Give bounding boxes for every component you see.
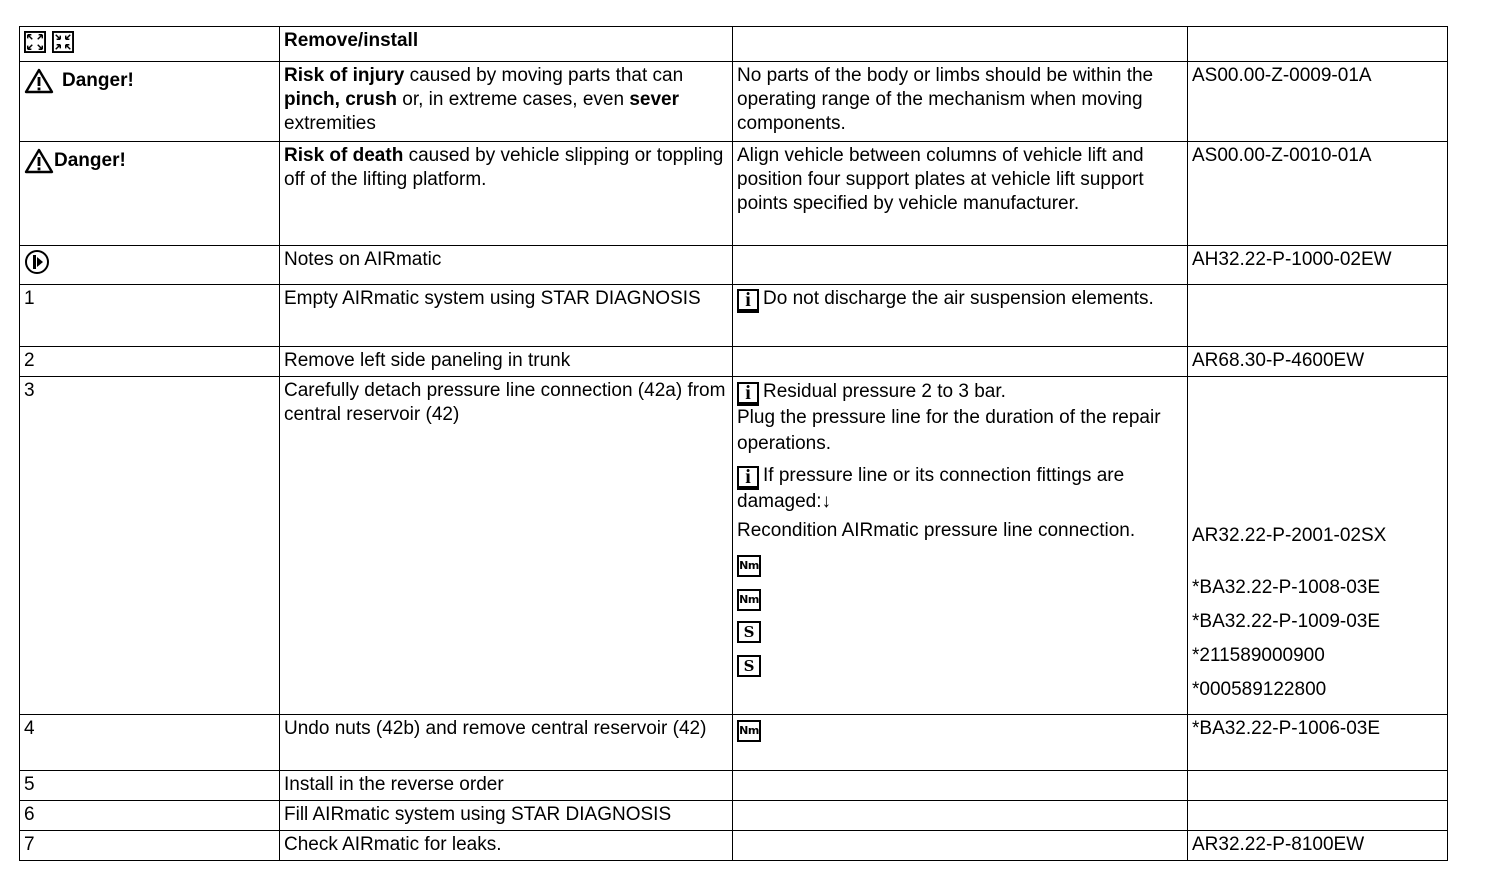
step-text: Undo nuts (42b) and remove central reservoir (42) (280, 715, 733, 771)
reference-link[interactable]: *211589000900 (1192, 645, 1325, 666)
reference-link[interactable]: AR32.22-P-2001-02SX (1192, 525, 1387, 546)
risk-text: Risk of death caused by vehicle slipping or toppling off of the lifting platform. (280, 142, 733, 246)
info-icon: i (737, 466, 759, 488)
special-tool-icon[interactable]: S (737, 655, 761, 677)
collapse-icon (52, 31, 74, 53)
step-number: 1 (20, 285, 280, 347)
step-text: Remove left side paneling in trunk (280, 347, 733, 377)
reference-link[interactable]: AR68.30-P-4600EW (1188, 347, 1448, 377)
torque-icon[interactable]: Nm (737, 720, 761, 742)
reference-link[interactable]: *BA32.22-P-1008-03E (1192, 577, 1381, 598)
step-text: Fill AIRmatic system using STAR DIAGNOSIS (280, 801, 733, 831)
table-row: 3 Carefully detach pressure line connection (42a) from central reservoir (42) i Residual pressure 2 to 3 bar. Plug the pressure line for the duration of the repair operations. i If pressure line or its connection fittings are damaged:↓ Recondition AIRmatic pressure line connection. Nm Nm S S AR32.22-P-2001-02SX *BA32.22-P-1008-03E *BA32.22-P-1009-03E *211589000900 *000589122800 (20, 377, 1448, 715)
step-number: 4 (20, 715, 280, 771)
torque-icon[interactable]: Nm (737, 555, 761, 577)
step-number: 5 (20, 771, 280, 801)
reference-link[interactable]: AR32.22-P-8100EW (1188, 831, 1448, 861)
table-row (20, 142, 1448, 246)
notes-icon (24, 249, 50, 275)
torque-icon[interactable]: Nm (737, 589, 761, 611)
step-text: Carefully detach pressure line connection (42a) from central reservoir (42) (280, 377, 733, 715)
measure-text: Align vehicle between columns of vehicle lift and position four support plates at vehicle lift support points specified by vehicle manufacturer. (733, 142, 1188, 246)
table-row (20, 715, 1448, 771)
info-icon: i (737, 382, 759, 404)
step-text: Check AIRmatic for leaks. (280, 831, 733, 861)
measure-text: No parts of the body or limbs should be within the operating range of the mechanism when moving components. (733, 62, 1188, 142)
step-text: Empty AIRmatic system using STAR DIAGNOSIS (280, 285, 733, 347)
table-row: 1 Empty AIRmatic system using STAR DIAGNOSIS i Do not discharge the air suspension elements. (20, 285, 1448, 347)
reference-link[interactable]: AS00.00-Z-0010-01A (1188, 142, 1448, 246)
table-row (20, 347, 1448, 377)
reference-link[interactable]: *000589122800 (1192, 679, 1327, 700)
reference-link[interactable]: *BA32.22-P-1006-03E (1188, 715, 1448, 771)
table-row (20, 831, 1448, 861)
table-row (20, 801, 1448, 831)
step-number: 3 (20, 377, 280, 715)
procedure-table (19, 26, 1448, 861)
danger-label: Danger! (24, 148, 126, 174)
reference-link[interactable]: AH32.22-P-1000-02EW (1188, 246, 1448, 285)
step-number: 6 (20, 801, 280, 831)
header-title: Remove/install (284, 30, 419, 51)
expand-icon (24, 31, 46, 53)
step-number: 2 (20, 347, 280, 377)
reference-link[interactable]: AS00.00-Z-0009-01A (1188, 62, 1448, 142)
warning-icon (24, 148, 54, 174)
reference-link[interactable]: *BA32.22-P-1009-03E (1192, 611, 1381, 632)
warning-icon (24, 68, 54, 94)
info-icon: i (737, 289, 759, 311)
step-text: Install in the reverse order (280, 771, 733, 801)
table-row (20, 27, 1448, 62)
table-row (20, 62, 1448, 142)
danger-label: Danger! (24, 68, 134, 94)
risk-text: Risk of injury caused by moving parts that can pinch, crush or, in extreme cases, even sever extremities (280, 62, 733, 142)
step-number: 7 (20, 831, 280, 861)
table-row: Notes on AIRmatic AH32.22-P-1000-02EW (20, 246, 1448, 285)
special-tool-icon[interactable]: S (737, 621, 761, 643)
table-row (20, 771, 1448, 801)
